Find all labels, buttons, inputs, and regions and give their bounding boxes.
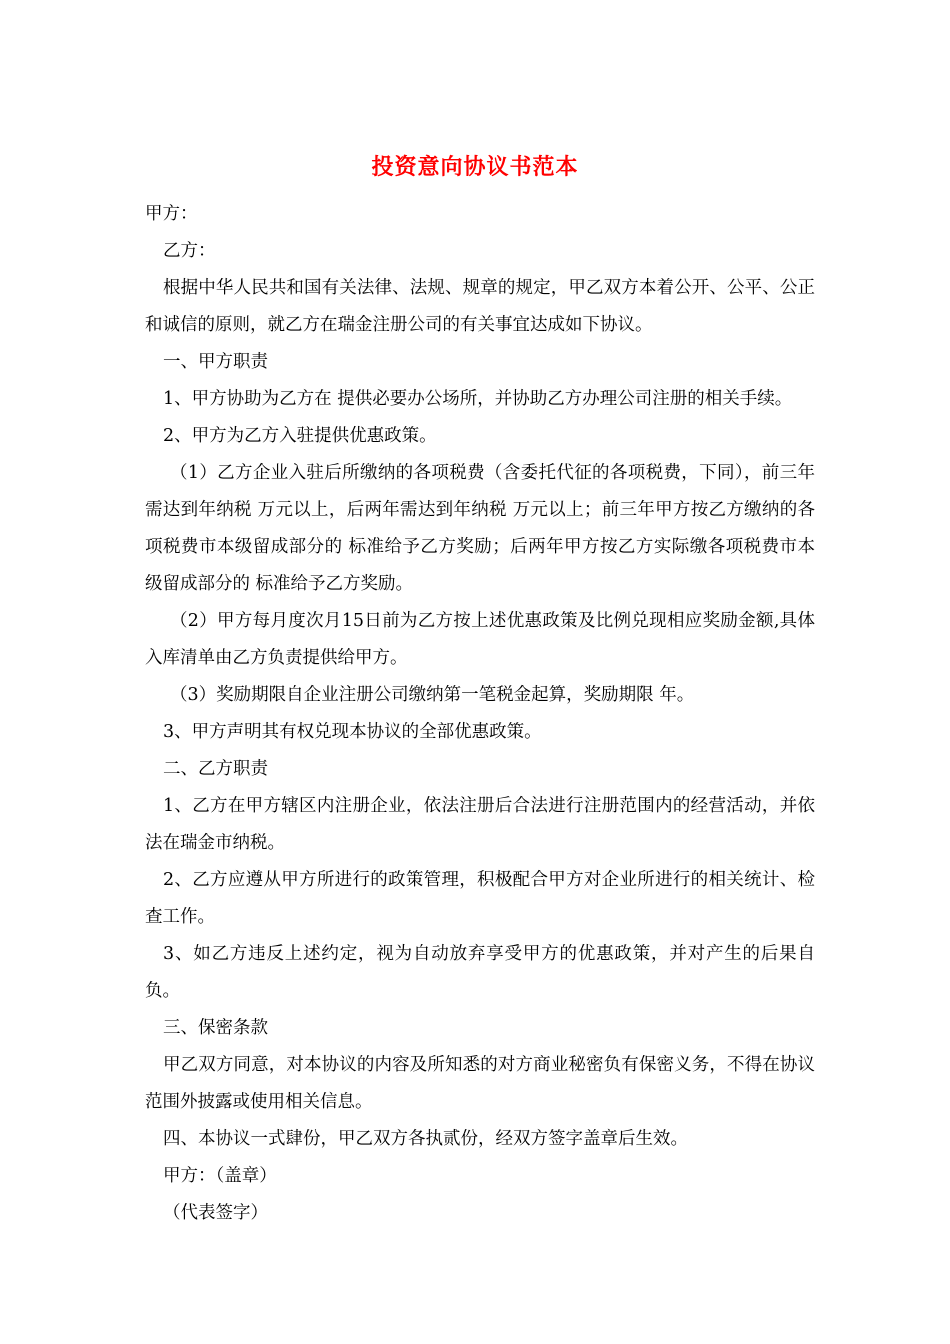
clause-b1: 1、乙方在甲方辖区内注册企业，依法注册后合法进行注册范围内的经营活动，并依法在瑞金市纳税。: [145, 796, 815, 853]
clause-a1: 1、甲方协助为乙方在 提供必要办公场所，并协助乙方办理公司注册的相关手续。: [163, 389, 793, 409]
document-title: 投资意向协议书范本: [371, 154, 579, 180]
confidentiality-paragraph: 甲乙双方同意，对本协议的内容及所知悉的对方商业秘密负有保密义务，不得在协议范围外披露或使用相关信息。: [145, 1055, 815, 1112]
clause-a2-sub1: （1）乙方企业入驻后所缴纳的各项税费（含委托代征的各项税费，下同），前三年需达到年纳税 万元以上，后两年需达到年纳税 万元以上；前三年甲方按乙方缴纳的各项税费市本级留成部分的 标准给予乙方奖励；后两年甲方按乙方实际缴各项税费市本级留成部分的 标准给予乙方奖励。: [145, 463, 815, 594]
preamble-paragraph: 根据中华人民共和国有关法律、法规、规章的规定，甲乙双方本着公开、公平、公正和诚信的原则，就乙方在瑞金注册公司的有关事宜达成如下协议。: [145, 278, 815, 335]
clause-b3: 3、如乙方违反上述约定，视为自动放弃享受甲方的优惠政策，并对产生的后果自负。: [145, 944, 815, 1001]
clause-a2-sub2: （2）甲方每月度次月15日前为乙方按上述优惠政策及比例兑现相应奖励金额,具体入库清单由乙方负责提供给甲方。: [145, 611, 815, 668]
section-heading-party-a-duties: 一、甲方职责: [163, 352, 268, 372]
section-heading-party-b-duties: 二、乙方职责: [163, 759, 268, 779]
section-four-copies: 四、本协议一式肆份，甲乙双方各执贰份，经双方签字盖章后生效。: [163, 1129, 688, 1149]
section-heading-confidentiality: 三、保密条款: [163, 1018, 268, 1038]
clause-a3: 3、甲方声明其有权兑现本协议的全部优惠政策。: [163, 722, 542, 742]
party-a-label: 甲方：: [145, 204, 198, 224]
party-b-label: 乙方：: [163, 241, 216, 261]
document-body: [145, 196, 815, 1232]
party-a-seal-line: 甲方：（盖章）: [163, 1166, 277, 1186]
clause-a2: 2、甲方为乙方入驻提供优惠政策。: [163, 426, 437, 446]
clause-b2: 2、乙方应遵从甲方所进行的政策管理，积极配合甲方对企业所进行的相关统计、检查工作。: [145, 870, 815, 927]
representative-signature-line: （代表签字）: [163, 1203, 268, 1223]
clause-a2-sub3: （3）奖励期限自企业注册公司缴纳第一笔税金起算，奖励期限 年。: [170, 685, 695, 705]
